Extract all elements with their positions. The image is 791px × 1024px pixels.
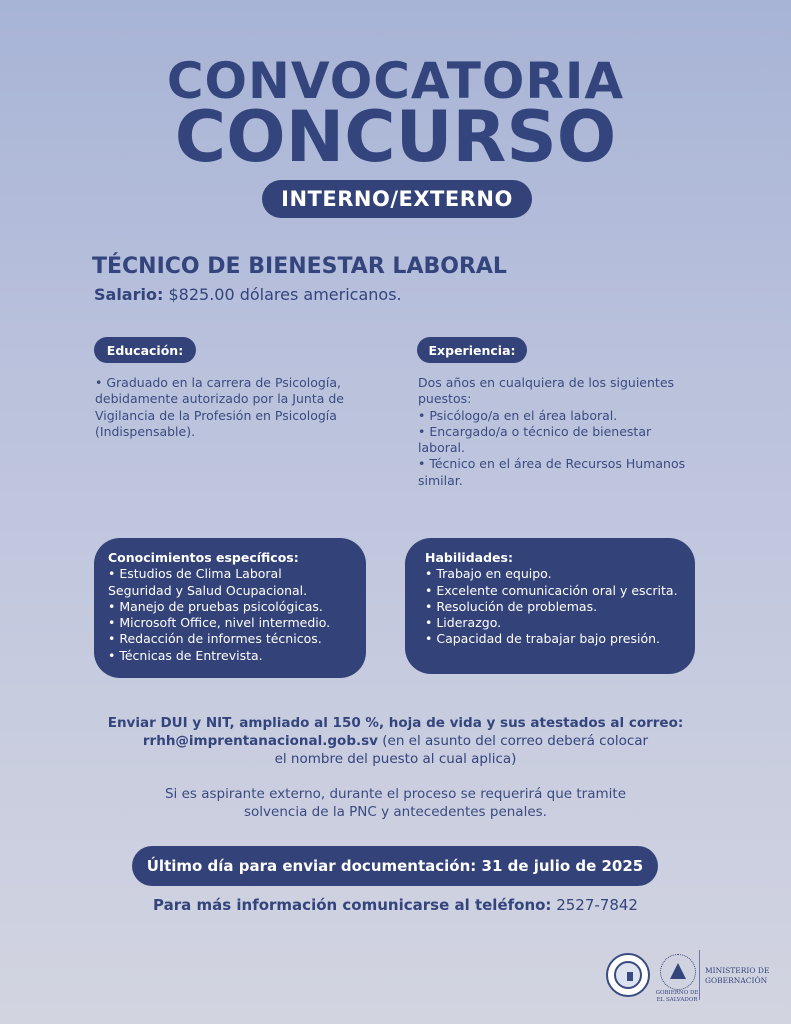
job-title: TÉCNICO DE BIENESTAR LABORAL: [92, 254, 507, 279]
knowledge-line: Seguridad y Salud Ocupacional.: [108, 582, 308, 598]
contact-info: [0, 896, 791, 914]
experience-line: • Encargado/a o técnico de bienestar: [418, 423, 652, 439]
imprenta-nacional-seal-icon: [606, 953, 650, 997]
gobierno-line: GOBIERNO DE: [655, 990, 699, 996]
gobierno-text: [652, 990, 702, 1003]
logo-divider: [699, 950, 700, 1000]
skills-line: • Excelente comunicación oral y escrita.: [425, 582, 678, 598]
skills-line: • Liderazgo.: [425, 615, 502, 631]
skills-line: • Resolución de problemas.: [425, 598, 598, 614]
tipo-badge: INTERNO/EXTERNO: [262, 180, 532, 218]
footer-logos: [606, 950, 776, 1006]
experience-line: laboral.: [418, 440, 465, 456]
experience-line: similar.: [418, 472, 463, 488]
ministerio-line: GOBERNACIÓN: [705, 975, 768, 985]
submission-line: Enviar DUI y NIT, ampliado al 150 %, hoja de vida y sus atestados al correo:: [107, 715, 684, 731]
ministerio-text: [705, 966, 777, 985]
salary: [94, 285, 402, 304]
ministerio-line: MINISTERIO DE: [705, 966, 770, 975]
submission-line: el nombre del puesto al cual aplica): [274, 751, 517, 767]
heading-concurso: CONCURSO: [174, 96, 617, 178]
education-label: Educación:: [94, 337, 196, 363]
knowledge-title: Conocimientos específicos:: [108, 550, 299, 565]
knowledge-line: • Microsoft Office, nivel intermedio.: [108, 615, 331, 631]
salary-value: $825.00 dólares americanos.: [168, 285, 402, 304]
experience-line: Dos años en cualquiera de los siguientes: [418, 375, 675, 390]
salary-label: Salario:: [94, 285, 164, 304]
experience-line: puestos:: [418, 391, 472, 407]
email-link[interactable]: rrhh@imprentanacional.gob.sv: [142, 733, 378, 749]
heading-convocatoria: CONVOCATORIA: [166, 52, 625, 110]
el-salvador-coat-of-arms-icon: [660, 954, 696, 990]
experience-label: Experiencia:: [417, 337, 527, 363]
education-line: debidamente autorizado por la Junta de: [95, 391, 344, 407]
skills-line: • Trabajo en equipo.: [425, 566, 552, 582]
experience-text: [418, 375, 708, 489]
education-line: Vigilancia de la Profesión en Psicología: [95, 407, 337, 423]
knowledge-line: • Técnicas de Entrevista.: [108, 647, 263, 663]
submission-line: (en el asunto del correo deberá colocar: [377, 733, 649, 749]
knowledge-line: • Estudios de Clima Laboral: [108, 566, 282, 582]
contact-label: Para más información comunicarse al teléfono:: [153, 896, 552, 914]
knowledge-line: • Manejo de pruebas psicológicas.: [108, 598, 323, 614]
education-line: (Indispensable).: [95, 423, 196, 439]
skills-box: [405, 538, 695, 674]
deadline-banner: Último día para enviar documentación: 31 de julio de 2025: [132, 846, 658, 886]
knowledge-line: • Redacción de informes técnicos.: [108, 631, 322, 647]
skills-line: • Capacidad de trabajar bajo presión.: [425, 631, 661, 647]
education-text: [95, 375, 365, 440]
education-line: • Graduado en la carrera de Psicología,: [95, 375, 341, 390]
experience-line: • Técnico en el área de Recursos Humanos: [418, 456, 686, 472]
external-note-line: solvencia de la PNC y antecedentes penales.: [244, 804, 547, 820]
submission-instructions: [0, 714, 791, 768]
contact-phone[interactable]: 2527-7842: [556, 896, 638, 914]
external-note-line: Si es aspirante externo, durante el proceso se requerirá que tramite: [164, 786, 627, 802]
knowledge-box: [94, 538, 366, 678]
experience-line: • Psicólogo/a en el área laboral.: [418, 407, 618, 423]
gobierno-line: EL SALVADOR: [656, 996, 698, 1003]
external-note: [0, 785, 791, 821]
skills-title: Habilidades:: [425, 550, 513, 565]
